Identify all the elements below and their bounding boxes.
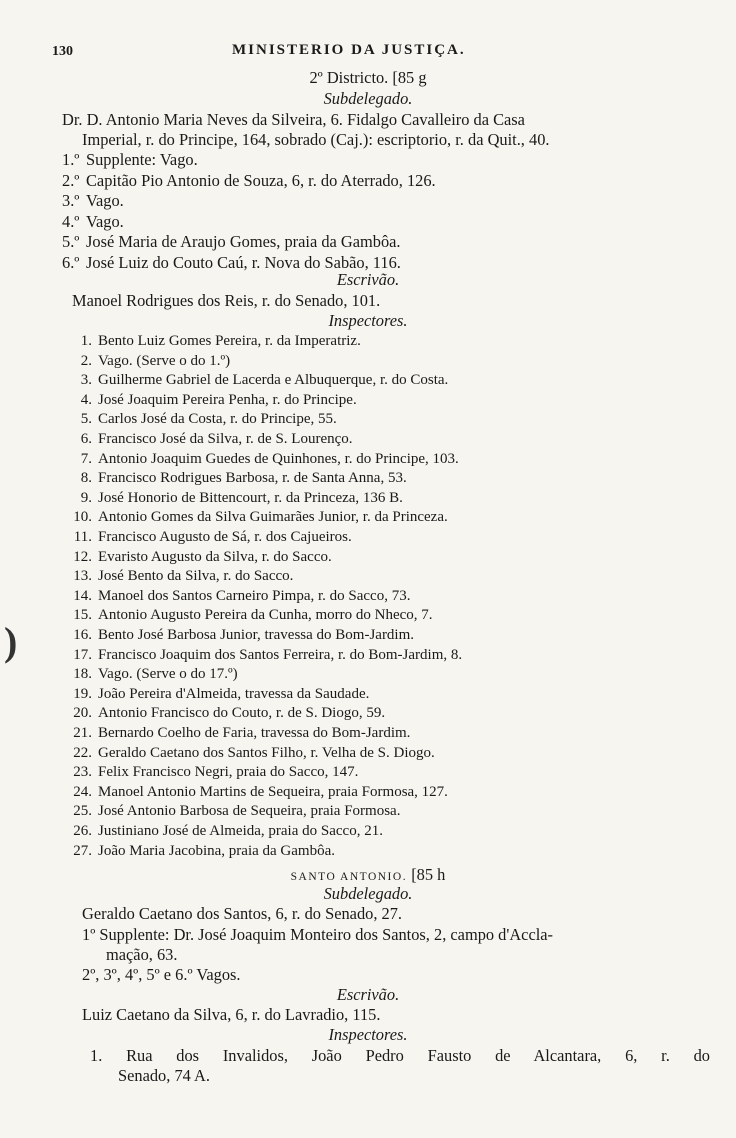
sa-escrivao: Luiz Caetano da Silva, 6, r. do Lavradio, 115. <box>82 1005 381 1024</box>
subdelegado-heading: Subdelegado. <box>323 89 413 108</box>
santo-antonio-ref: [85 h <box>411 865 446 884</box>
inspector-number: 3. <box>80 372 92 389</box>
inspector-text: Felix Francisco Negri, praia do Sacco, 147. <box>98 764 359 781</box>
inspector-text: José Bento da Silva, r. do Sacco. <box>98 568 294 585</box>
inspector-text: José Antonio Barbosa de Sequeira, praia Formosa. <box>98 803 401 820</box>
sa-supplentes-rest: 2º, 3º, 4º, 5º e 6.º Vagos. <box>82 965 241 984</box>
supplente-row <box>62 232 401 252</box>
inspector-row <box>62 331 361 351</box>
sa-escrivao-heading: Escrivão. <box>336 985 400 1004</box>
inspector-text: Bernardo Coelho de Faria, travessa do Bom-Jardim. <box>98 725 411 741</box>
inspector-row <box>62 390 357 410</box>
supplente-number: 6.º <box>62 252 80 272</box>
inspector-row <box>62 782 448 802</box>
page-number: 130 <box>52 44 73 59</box>
inspector-row <box>62 743 435 763</box>
inspector-row <box>62 449 459 469</box>
inspector-number: 6. <box>80 431 92 447</box>
santo-antonio-title: SANTO ANTONIO. <box>290 871 408 883</box>
inspector-number: 7. <box>80 450 92 467</box>
inspector-number: 17. <box>73 646 92 663</box>
sa-supplente-line-2: mação, 63. <box>106 945 178 964</box>
supplente-text: José Luiz do Couto Caú, r. Nova do Sabão, 116. <box>86 252 401 272</box>
supplente-number: 4.º <box>62 211 80 231</box>
inspector-row <box>62 762 358 782</box>
inspector-text: Vago. (Serve o do 1.º) <box>98 352 231 369</box>
inspectores-heading: Inspectores. <box>328 311 408 330</box>
inspector-row <box>62 703 385 723</box>
running-title: MINISTERIO DA JUSTIÇA. <box>232 42 466 58</box>
inspector-text: João Maria Jacobina, praia da Gambôa. <box>98 842 335 859</box>
inspector-number: 13. <box>73 568 92 585</box>
margin-bracket-mark: ) <box>4 619 18 664</box>
inspector-number: 9. <box>80 489 92 506</box>
inspector-text: Francisco José da Silva, r. de S. Lourenço. <box>98 431 353 447</box>
supplente-number: 3.º <box>62 191 80 210</box>
inspector-row <box>62 801 400 821</box>
inspector-number: 23. <box>73 764 92 781</box>
inspector-number: 22. <box>73 744 92 761</box>
inspector-text: Vago. (Serve o do 17.º) <box>98 666 238 683</box>
inspector-text: Manoel dos Santos Carneiro Pimpa, r. do Sacco, 73. <box>98 587 411 604</box>
inspector-number: 12. <box>73 548 92 565</box>
inspector-text: Carlos José da Costa, r. do Principe, 55. <box>98 411 337 428</box>
inspector-row <box>62 664 238 684</box>
inspector-text: Francisco Rodrigues Barbosa, r. de Santa Anna, 53. <box>98 470 407 487</box>
inspector-row <box>62 625 414 645</box>
inspector-row <box>62 409 337 429</box>
inspector-number: 4. <box>80 391 92 408</box>
inspector-number: 5. <box>80 411 92 428</box>
inspector-row <box>62 351 230 371</box>
inspector-number: 18. <box>73 666 92 683</box>
inspector-row <box>62 507 448 527</box>
inspector-text: Antonio Joaquim Guedes de Quinhones, r. do Principe, 103. <box>98 450 459 467</box>
sa-inspector-line-1: 1. Rua dos Invalidos, João Pedro Fausto de Alcantara, 6, r. do <box>90 1046 710 1065</box>
inspector-text: Antonio Gomes da Silva Guimarães Junior, r. da Princeza. <box>98 509 448 526</box>
inspector-row <box>62 566 293 586</box>
inspector-text: Geraldo Caetano dos Santos Filho, r. Velha de S. Diogo. <box>98 744 435 761</box>
inspector-row <box>62 605 433 625</box>
subdelegado-line-1: Dr. D. Antonio Maria Neves da Silveira, 6. Fidalgo Cavalleiro da Casa <box>62 110 525 129</box>
sa-inspectores-heading: Inspectores. <box>328 1025 408 1044</box>
inspector-row <box>62 684 369 704</box>
inspector-number: 10. <box>73 509 92 526</box>
inspector-row <box>62 370 448 390</box>
inspector-text: Antonio Augusto Pereira da Cunha, morro do Nheco, 7. <box>98 607 433 624</box>
inspector-text: Justiniano José de Almeida, praia do Sacco, 21. <box>98 823 383 839</box>
supplente-text: José Maria de Araujo Gomes, praia da Gambôa. <box>86 232 401 251</box>
supplente-text: Supplente: Vago. <box>86 150 198 169</box>
supplente-row <box>62 191 124 211</box>
inspector-text: Bento Luiz Gomes Pereira, r. da Imperatriz. <box>98 333 361 349</box>
inspector-text: Bento José Barbosa Junior, travessa do Bom-Jardim. <box>98 627 415 643</box>
inspector-row <box>62 547 332 567</box>
inspector-row <box>62 488 403 508</box>
sa-subdelegado: Geraldo Caetano dos Santos, 6, r. do Senado, 27. <box>82 904 403 923</box>
sa-subdelegado-heading: Subdelegado. <box>323 884 413 903</box>
supplente-row <box>62 212 124 232</box>
subdelegado-line-2: Imperial, r. do Principe, 164, sobrado (Caj.): escriptorio, r. da Quit., 40. <box>82 130 550 149</box>
inspector-text: José Honorio de Bittencourt, r. da Princeza, 136 B. <box>98 489 403 506</box>
inspector-text: Evaristo Augusto da Silva, r. do Sacco. <box>98 548 332 565</box>
supplente-row <box>62 150 198 170</box>
sa-inspector-line-2: Senado, 74 A. <box>118 1066 210 1085</box>
inspector-row <box>62 586 410 606</box>
inspector-text: Manoel Antonio Martins de Sequeira, praia Formosa, 127. <box>98 783 448 800</box>
inspector-text: Antonio Francisco do Couto, r. de S. Diogo, 59. <box>98 705 386 722</box>
escrivao-heading: Escrivão. <box>336 270 400 289</box>
inspector-row <box>62 723 410 743</box>
sa-supplente-line-1: 1º Supplente: Dr. José Joaquim Monteiro dos Santos, 2, campo d'Accla- <box>82 925 554 944</box>
inspector-row <box>62 429 353 449</box>
inspector-number: 14. <box>73 587 92 604</box>
inspector-number: 27. <box>73 842 92 859</box>
supplente-text: Vago. <box>86 211 124 231</box>
supplente-text: Vago. <box>86 191 124 210</box>
inspector-number: 26. <box>73 823 92 839</box>
supplente-number: 2.º <box>62 170 80 190</box>
inspector-text: Francisco Augusto de Sá, r. dos Cajueiros. <box>98 529 352 545</box>
supplente-text: Capitão Pio Antonio de Souza, 6, r. do Aterrado, 126. <box>86 170 436 190</box>
inspector-row <box>62 821 383 841</box>
inspector-row <box>62 468 407 488</box>
supplente-number: 1.º <box>62 150 80 169</box>
inspector-number: 16. <box>73 627 92 643</box>
inspector-row <box>62 645 462 665</box>
supplente-number: 5.º <box>62 232 80 251</box>
inspector-number: 15. <box>73 607 92 624</box>
inspector-text: Francisco Joaquim dos Santos Ferreira, r. do Bom-Jardim, 8. <box>98 646 463 663</box>
inspector-number: 25. <box>73 803 92 820</box>
inspector-number: 21. <box>73 725 92 741</box>
page-header <box>52 42 702 66</box>
inspector-row <box>62 841 335 861</box>
inspector-number: 20. <box>73 705 92 722</box>
inspector-text: João Pereira d'Almeida, travessa da Saudade. <box>98 685 370 702</box>
inspector-text: Guilherme Gabriel de Lacerda e Albuquerque, r. do Costa. <box>98 372 449 389</box>
district-heading: 2º Districto. [85 g <box>309 68 427 87</box>
inspector-number: 24. <box>73 783 92 800</box>
inspector-number: 11. <box>73 529 92 545</box>
inspector-number: 19. <box>73 685 92 702</box>
inspector-number: 2. <box>80 352 92 369</box>
inspector-number: 8. <box>80 470 92 487</box>
escrivao-name: Manoel Rodrigues dos Reis, r. do Senado, 101. <box>72 291 381 310</box>
inspector-row <box>62 527 352 547</box>
inspector-number: 1. <box>80 333 92 349</box>
inspector-text: José Joaquim Pereira Penha, r. do Principe. <box>98 391 357 408</box>
supplente-row <box>62 171 436 191</box>
